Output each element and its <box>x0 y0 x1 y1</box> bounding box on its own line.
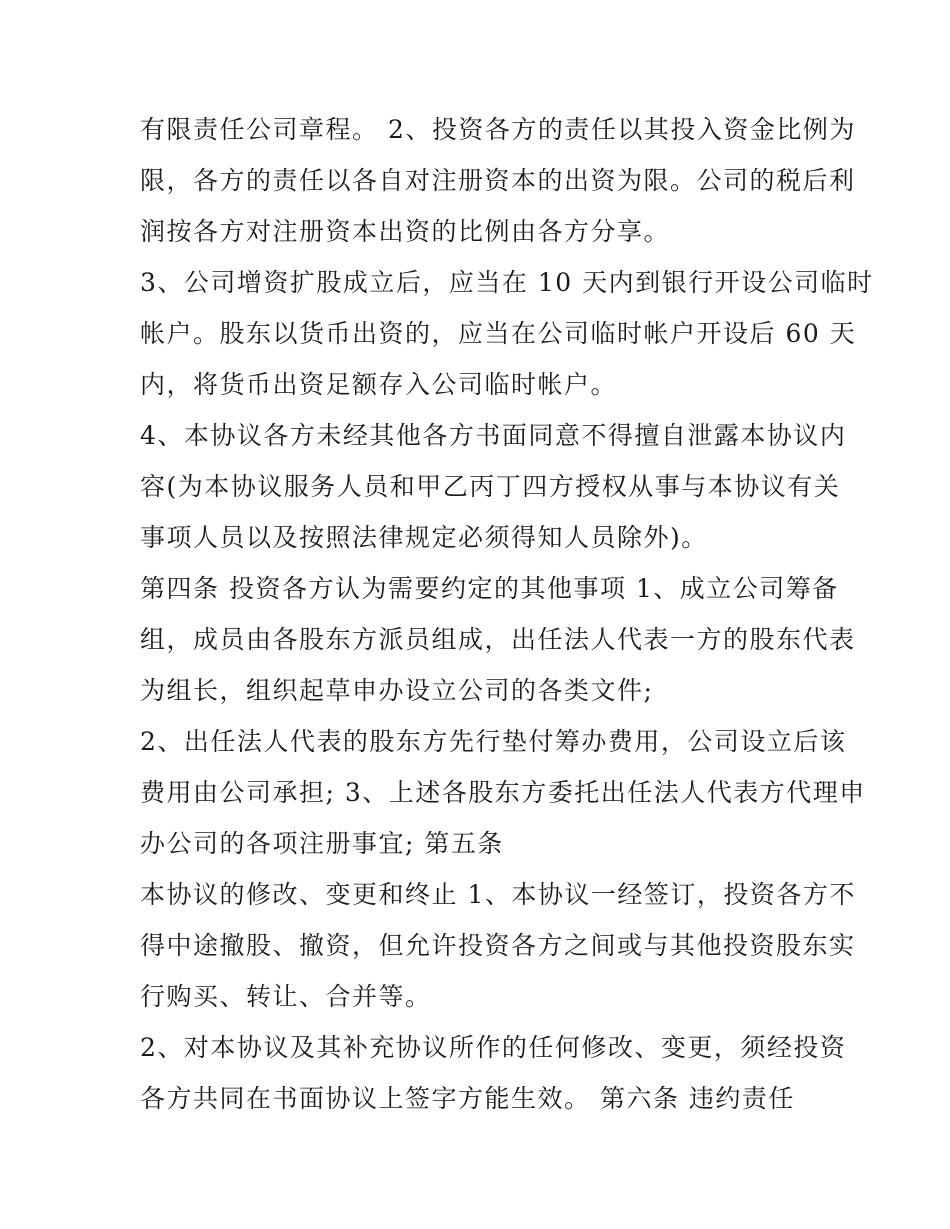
text-line: 限，各方的责任以各自对注册资本的出资为限。公司的税后利 <box>140 166 856 195</box>
text-line: 内，将货币出资足额存入公司临时帐户。 <box>140 370 618 399</box>
text-line: 3、公司增资扩股成立后，应当在 10 天内到银行开设公司临时 <box>140 268 874 297</box>
text-line: 本协议的修改、变更和终止 1、本协议一经签订，投资各方不 <box>140 880 856 909</box>
text-line: 办公司的各项注册事宜; 第五条 <box>140 829 504 858</box>
text-line: 得中途撤股、撤资，但允许投资各方之间或与其他投资股东实 <box>140 931 856 960</box>
text-line: 2、出任法人代表的股东方先行垫付筹办费用，公司设立后该 <box>140 727 847 756</box>
text-line: 润按各方对注册资本出资的比例由各方分享。 <box>140 217 671 246</box>
text-line: 为组长，组织起草申办设立公司的各类文件; <box>140 676 654 705</box>
text-line: 事项人员以及按照法律规定必须得知人员除外)。 <box>140 523 708 552</box>
text-line: 第四条 投资各方认为需要约定的其他事项 1、成立公司筹备 <box>140 574 839 603</box>
text-line: 4、本协议各方未经其他各方书面同意不得擅自泄露本协议内 <box>140 421 847 450</box>
text-line: 帐户。股东以货币出资的，应当在公司临时帐户开设后 60 天 <box>140 319 857 348</box>
text-line: 各方共同在书面协议上签字方能生效。 第六条 违约责任 <box>140 1084 795 1113</box>
text-line: 费用由公司承担; 3、上述各股东方委托出任法人代表方代理申 <box>140 778 866 807</box>
text-line: 组，成员由各股东方派员组成，出任法人代表一方的股东代表 <box>140 625 856 654</box>
text-line: 有限责任公司章程。 2、投资各方的责任以其投入资金比例为 <box>140 115 856 144</box>
text-line: 容(为本协议服务人员和甲乙丙丁四方授权从事与本协议有关 <box>140 472 841 501</box>
text-line: 2、对本协议及其补充协议所作的任何修改、变更，须经投资 <box>140 1033 847 1062</box>
text-line: 行购买、转让、合并等。 <box>140 982 432 1011</box>
